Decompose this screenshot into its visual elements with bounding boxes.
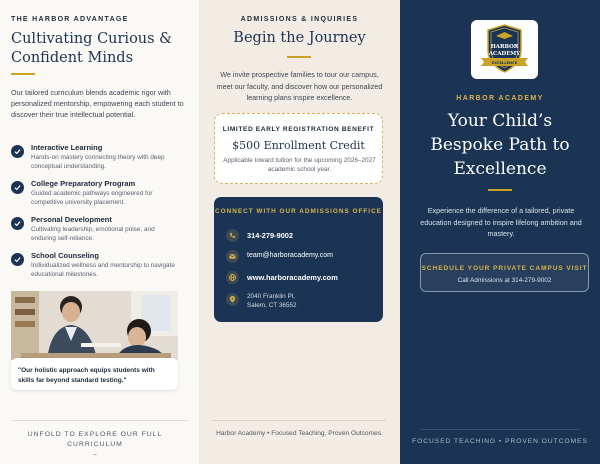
cta-title: SCHEDULE YOUR PRIVATE CAMPUS VISIT — [421, 265, 588, 272]
middle-eyebrow: ADMISSIONS & INQUIRIES — [240, 16, 359, 23]
quote-card — [11, 358, 178, 390]
crest-logo-icon — [471, 20, 538, 79]
check-icon — [11, 253, 24, 266]
gold-divider — [11, 73, 35, 75]
contact-heading: CONNECT WITH OUR ADMISSIONS OFFICE — [215, 208, 382, 215]
benefit-label: LIMITED EARLY REGISTRATION BENEFIT — [222, 126, 375, 133]
left-title-line2: Confident Minds — [11, 50, 134, 66]
feature-title: College Preparatory Program — [31, 179, 136, 188]
divider — [11, 420, 189, 421]
benefit-desc: Applicable toward tuition for the upcoming 2026–2027 academic school year. — [223, 157, 376, 174]
arrow-right-icon: → — [91, 451, 99, 458]
website-url: www.harboracademy.com — [247, 273, 338, 282]
enrollment-credit-card — [214, 113, 383, 184]
feature-desc: Guided academic pathways engineered for competitive university placement. — [31, 190, 153, 207]
feature-desc: Hands-on mastery connecting theory with deep conceptual understanding. — [31, 154, 165, 171]
email-address: team@harboracademy.com — [247, 252, 333, 259]
cta-phone: Call Admissions at 314-279-9002 — [457, 277, 552, 284]
mail-icon — [226, 250, 239, 263]
benefit-title: $500 Enrollment Credit — [232, 139, 365, 152]
middle-title: Begin the Journey — [233, 30, 366, 46]
check-icon — [11, 217, 24, 230]
right-title-line3: Excellence — [453, 159, 547, 179]
phone-number: 314-279-9002 — [247, 231, 294, 240]
svg-text:EXCELLENCE: EXCELLENCE — [491, 61, 518, 65]
left-panel — [0, 0, 199, 464]
contact-card — [214, 197, 383, 322]
classroom-photo — [11, 291, 178, 360]
schedule-visit-button[interactable] — [420, 253, 589, 292]
quote-text: "Our holistic approach equips students with skills far beyond standard testing." — [18, 367, 155, 384]
feature-title: Personal Development — [31, 215, 112, 224]
svg-text:HARBOR: HARBOR — [490, 44, 519, 50]
right-footer: FOCUSED TEACHING • PROVEN OUTCOMES — [412, 438, 588, 445]
address-line2: Salem, CT 36552 — [247, 302, 297, 309]
middle-footer: Harbor Academy • Focused Teaching, Proven Outcomes. — [216, 430, 383, 437]
right-title — [410, 109, 590, 181]
address-line1: 2040 Franklin Pl, — [247, 293, 295, 300]
location-pin-icon — [226, 293, 239, 306]
feature-title: School Counseling — [31, 251, 99, 260]
gold-divider — [287, 56, 311, 58]
address — [247, 292, 297, 310]
left-eyebrow: THE HARBOR ADVANTAGE — [11, 16, 129, 23]
gold-divider — [488, 189, 512, 191]
unfold-text: UNFOLD TO EXPLORE OUR FULL CURRICULUM — [27, 431, 163, 448]
academy-logo — [471, 20, 538, 79]
divider — [213, 420, 386, 421]
left-title-line1: Cultivating Curious & — [11, 31, 173, 47]
svg-text:ACADEMY: ACADEMY — [488, 51, 521, 57]
right-title-line2: Bespoke Path to — [430, 135, 570, 155]
feature-desc: Cultivating leadership, emotional poise, and enduring self-reliance. — [31, 226, 155, 243]
check-icon — [11, 181, 24, 194]
divider — [420, 429, 580, 430]
feature-title: Interactive Learning — [31, 143, 103, 152]
globe-icon — [226, 271, 239, 284]
right-title-line1: Your Child’s — [447, 111, 553, 131]
right-eyebrow: HARBOR ACADEMY — [456, 95, 544, 102]
middle-intro: We invite prospective families to tour our campus, meet our faculty, and discover how our personalized learning plans inspire excellence. — [216, 70, 383, 102]
left-footer — [0, 430, 190, 460]
left-intro: Our tailored curriculum blends academic rigor with personalized mentorship, empowering each student to discover their true intellectual potential. — [11, 88, 184, 120]
right-intro: Experience the difference of a tailored, private education designed to inspire lifelong ambition and mastery. — [420, 206, 582, 238]
left-title — [11, 30, 193, 68]
check-icon — [11, 145, 24, 158]
feature-desc: Individualized wellness and mentorship to navigate educational milestones. — [31, 262, 175, 279]
phone-icon — [226, 229, 239, 242]
